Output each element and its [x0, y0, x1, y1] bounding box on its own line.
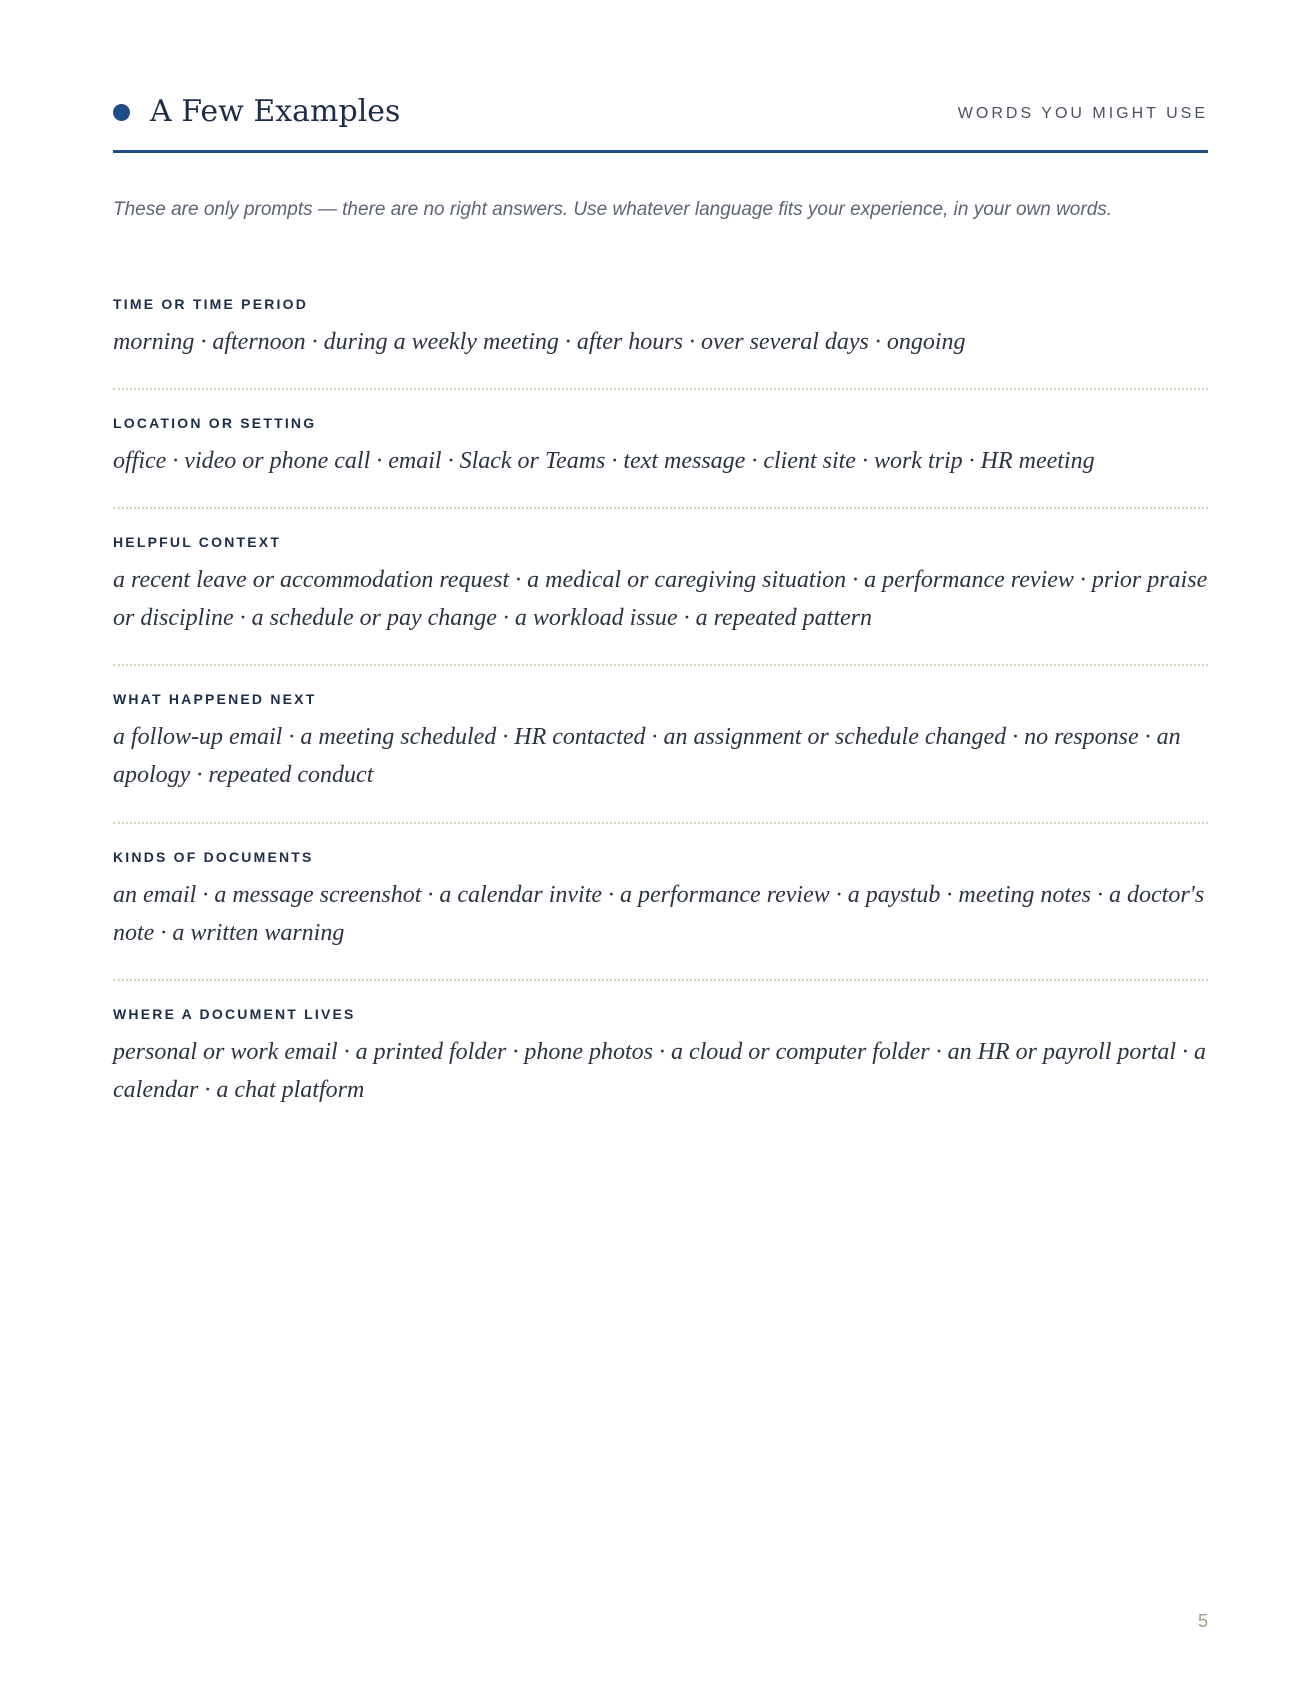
section-examples: office · video or phone call · email · Slack or Teams · text message · client site · work trip · HR meeting: [113, 448, 1095, 474]
section-label: WHAT HAPPENED NEXT: [113, 691, 317, 707]
section-helpful-context: [113, 533, 1208, 637]
section-kinds-of-documents: [113, 848, 1208, 952]
section-where-document-lives: [113, 1005, 1208, 1109]
section-divider: [113, 664, 1208, 666]
section-divider: [113, 507, 1208, 509]
header-rule: [113, 150, 1208, 153]
section-label: LOCATION OR SETTING: [113, 415, 317, 431]
page-number: 5: [1197, 1611, 1208, 1631]
section-label: KINDS OF DOCUMENTS: [113, 849, 314, 865]
section-divider: [113, 388, 1208, 390]
section-label: TIME OR TIME PERIOD: [113, 296, 309, 312]
page-header: [113, 92, 1208, 136]
section-time-period: [113, 295, 1208, 361]
section-what-happened-next: [113, 690, 1208, 794]
page-title: A Few Examples: [150, 94, 401, 129]
page: [113, 0, 1208, 1688]
bullet-dot-icon: [113, 104, 130, 121]
section-examples: a recent leave or accommodation request · a medical or caregiving situation · a performance review · prior praise or discipline · a schedule or pay change · a workload issue · a repeated pattern: [113, 567, 1208, 631]
section-examples: personal or work email · a printed folder · phone photos · a cloud or computer folder · an HR or payroll portal · a calendar · a chat platform: [113, 1039, 1207, 1103]
section-label: HELPFUL CONTEXT: [113, 534, 282, 550]
section-divider: [113, 979, 1208, 981]
header-tag: WORDS YOU MIGHT USE: [957, 105, 1208, 122]
section-examples: morning · afternoon · during a weekly meeting · after hours · over several days · ongoing: [113, 329, 966, 355]
section-examples: a follow-up email · a meeting scheduled · HR contacted · an assignment or schedule changed · no response · an apology · repeated conduct: [113, 724, 1181, 788]
section-examples: an email · a message screenshot · a calendar invite · a performance review · a paystub · meeting notes · a doctor's note · a written warning: [113, 882, 1205, 946]
intro-text: These are only prompts — there are no right answers. Use whatever language fits your experience, in your own words.: [113, 199, 1113, 220]
section-location: [113, 414, 1208, 480]
section-divider: [113, 822, 1208, 824]
section-label: WHERE A DOCUMENT LIVES: [113, 1006, 356, 1022]
